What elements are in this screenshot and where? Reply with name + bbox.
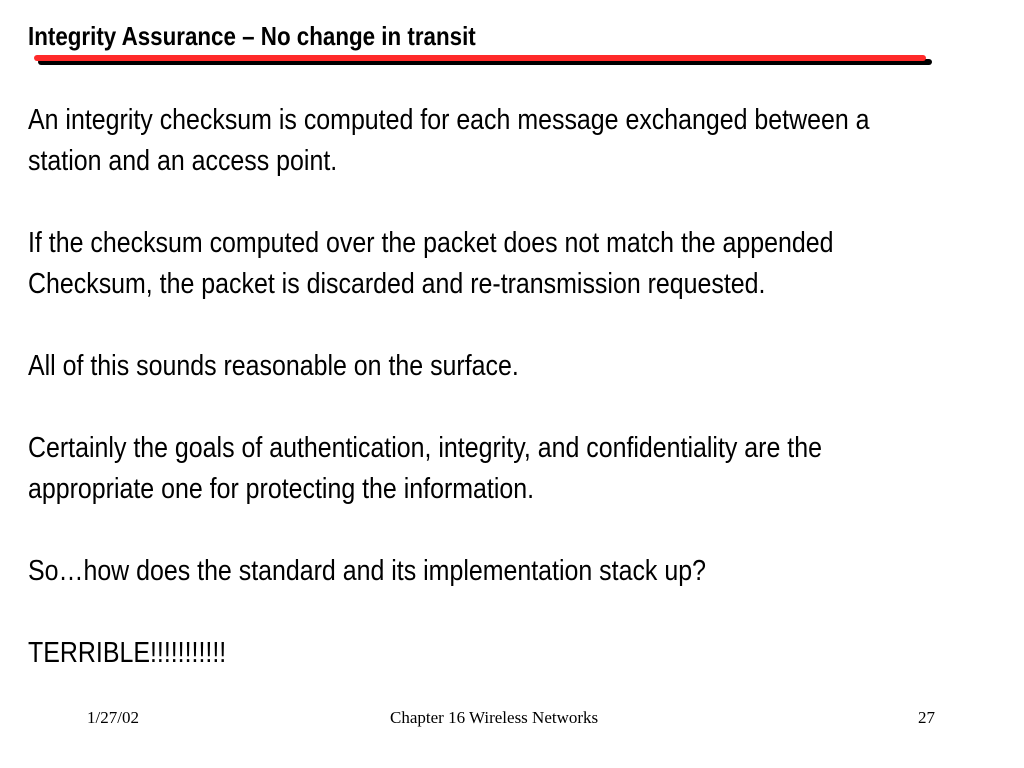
paragraph-checksum bbox=[28, 100, 974, 182]
paragraph-line: All of this sounds reasonable on the surface. bbox=[28, 350, 519, 382]
title-underline-bar bbox=[34, 55, 926, 61]
paragraph-question bbox=[28, 551, 974, 592]
footer-date: 1/27/02 bbox=[87, 708, 139, 727]
slide-title: Integrity Assurance – No change in transit bbox=[28, 21, 476, 51]
paragraph-mismatch bbox=[28, 223, 974, 305]
paragraph-line: If the checksum computed over the packet does not match the appended bbox=[28, 227, 834, 259]
paragraph-verdict bbox=[28, 633, 974, 674]
paragraph-reasonable bbox=[28, 346, 974, 387]
paragraph-line: station and an access point. bbox=[28, 145, 338, 177]
title-underline bbox=[34, 55, 930, 65]
paragraph-goals bbox=[28, 428, 974, 510]
paragraph-line: Certainly the goals of authentication, integrity, and confidentiality are the bbox=[28, 432, 822, 464]
paragraph-line: appropriate one for protecting the information. bbox=[28, 473, 535, 505]
paragraph-line: TERRIBLE!!!!!!!!!!! bbox=[28, 637, 227, 669]
paragraph-line: So…how does the standard and its implementation stack up? bbox=[28, 555, 706, 587]
paragraph-line: Checksum, the packet is discarded and re-transmission requested. bbox=[28, 268, 766, 300]
footer-chapter: Chapter 16 Wireless Networks bbox=[390, 708, 599, 727]
footer-page-number: 27 bbox=[918, 708, 935, 727]
slide-body bbox=[28, 100, 974, 715]
paragraph-line: An integrity checksum is computed for each message exchanged between a bbox=[28, 104, 870, 136]
